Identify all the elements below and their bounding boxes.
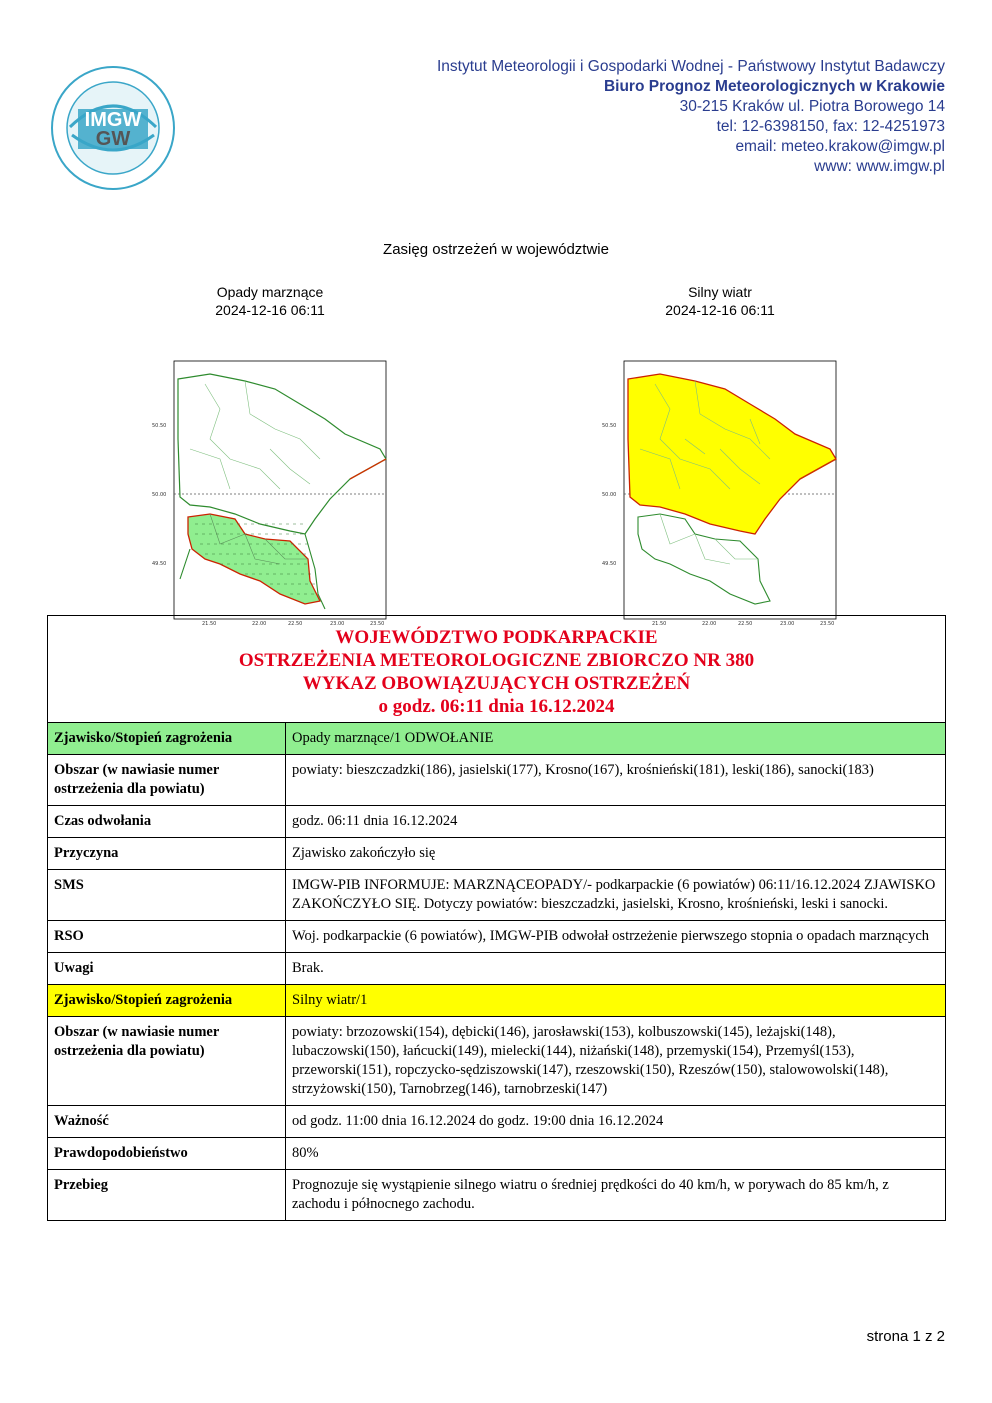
table-row — [48, 755, 946, 806]
page-number: strona 1 z 2 — [866, 1328, 945, 1345]
map-strong-wind-chart — [600, 319, 840, 627]
row-value: Brak. — [286, 953, 946, 985]
row-value: Opady marznące/1 ODWOŁANIE — [286, 723, 946, 755]
bulletin-number: OSTRZEŻENIA METEOROLOGICZNE ZBIORCZO NR 380 — [238, 650, 755, 671]
map-freezing-precip — [150, 283, 390, 627]
section-title: Zasięg ostrzeżeń w województwie — [383, 241, 609, 258]
table-row — [48, 723, 946, 755]
website: www: www.imgw.pl — [814, 158, 945, 175]
table-header — [48, 616, 946, 723]
row-label: Ważność — [48, 1106, 286, 1138]
header-info — [437, 57, 945, 177]
phone-fax: tel: 12-6398150, fax: 12-4251973 — [716, 118, 945, 135]
table-row — [48, 953, 946, 985]
table-row — [48, 838, 946, 870]
table-row — [48, 1170, 946, 1221]
table-row — [48, 870, 946, 921]
x-tick: 22.50 — [288, 621, 303, 627]
row-value: Zjawisko zakończyło się — [286, 838, 946, 870]
row-value: IMGW-PIB INFORMUJE: MARZNĄCEOPADY/- podkarpackie (6 powiatów) 06:11/16.12.2024 ZJAWISKO ZAKOŃCZYŁO SIĘ. Dotyczy powiatów: bieszczadzki, jasielski, Krosno, krośnieński, leski i sanocki. — [286, 870, 946, 921]
row-label: Obszar (w nawiasie numer ostrzeżenia dla powiatu) — [48, 755, 286, 806]
row-label: Czas odwołania — [48, 806, 286, 838]
row-value: Silny wiatr/1 — [286, 985, 946, 1017]
warnings-table — [47, 615, 946, 1221]
x-tick: 21.50 — [202, 621, 217, 627]
y-tick: 49.50 — [152, 561, 167, 567]
map-title: Silny wiatr — [688, 284, 752, 300]
y-tick: 50.50 — [152, 423, 167, 429]
table-header-row — [48, 616, 946, 723]
row-label: Obszar (w nawiasie numer ostrzeżenia dla powiatu) — [48, 1017, 286, 1106]
x-tick: 23.00 — [330, 621, 345, 627]
table-row — [48, 1106, 946, 1138]
x-tick: 23.50 — [370, 621, 385, 627]
row-label: Przebieg — [48, 1170, 286, 1221]
x-tick: 22.00 — [252, 621, 267, 627]
row-value: powiaty: bieszczadzki(186), jasielski(177), Krosno(167), krośnieński(181), leski(186), sanocki(183) — [286, 755, 946, 806]
map-datetime: 2024-12-16 06:11 — [215, 302, 325, 318]
row-value: godz. 06:11 dnia 16.12.2024 — [286, 806, 946, 838]
row-label: Zjawisko/Stopień zagrożenia — [48, 723, 286, 755]
x-tick: 21.50 — [652, 621, 667, 627]
table-row — [48, 1017, 946, 1106]
table-row — [48, 985, 946, 1017]
map-title: Opady marznące — [216, 284, 324, 300]
x-tick: 22.50 — [738, 621, 753, 627]
row-value: powiaty: brzozowski(154), dębicki(146), jarosławski(153), kolbuszowski(145), leżajski(148), lubaczowski(150), łańcucki(149), mielecki(144), niżański(148), przemyski(154), Przemyśl(153), przeworski(151), ropczycko-sędziszowski(147), rzeszowski(150), Rzeszów(150), stalowowolski(148), strzyżowski(150), Tarnobrzeg(146), tarnobrzeski(147) — [286, 1017, 946, 1106]
table-row — [48, 806, 946, 838]
region-name: WOJEWÓDZTWO PODKARPACKIE — [335, 627, 658, 648]
institute-name: Instytut Meteorologii i Gospodarki Wodnej - Państwowy Instytut Badawczy — [437, 58, 945, 75]
y-tick: 49.50 — [602, 561, 617, 567]
row-value: od godz. 11:00 dnia 16.12.2024 do godz. 19:00 dnia 16.12.2024 — [286, 1106, 946, 1138]
row-value: Woj. podkarpackie (6 powiatów), IMGW-PIB odwołał ostrzeżenie pierwszego stopnia o opadach marznących — [286, 921, 946, 953]
y-tick: 50.00 — [602, 492, 617, 498]
table-row — [48, 921, 946, 953]
row-label: RSO — [48, 921, 286, 953]
bulletin-time: o godz. 06:11 dnia 16.12.2024 — [378, 696, 615, 717]
x-tick: 22.00 — [702, 621, 717, 627]
bulletin-subtitle: WYKAZ OBOWIĄZUJĄCYCH OSTRZEŻEŃ — [302, 673, 691, 694]
address: 30-215 Kraków ul. Piotra Borowego 14 — [679, 98, 945, 115]
row-value: 80% — [286, 1138, 946, 1170]
y-tick: 50.50 — [602, 423, 617, 429]
svg-text:GW: GW — [95, 128, 131, 150]
x-tick: 23.00 — [780, 621, 795, 627]
x-tick: 23.50 — [820, 621, 835, 627]
map-datetime: 2024-12-16 06:11 — [665, 302, 775, 318]
row-value: Prognozuje się wystąpienie silnego wiatru o średniej prędkości do 40 km/h, w porywach do 85 km/h, z zachodu i północnego zachodu. — [286, 1170, 946, 1221]
imgw-logo — [50, 65, 176, 191]
table-row — [48, 1138, 946, 1170]
office-name: Biuro Prognoz Meteorologicznych w Krakowie — [603, 78, 945, 95]
row-label: Zjawisko/Stopień zagrożenia — [48, 985, 286, 1017]
row-label: Uwagi — [48, 953, 286, 985]
map-strong-wind — [600, 283, 840, 627]
row-label: Prawdopodobieństwo — [48, 1138, 286, 1170]
y-tick: 50.00 — [152, 492, 167, 498]
map-freezing-precip-chart — [150, 319, 390, 627]
row-label: SMS — [48, 870, 286, 921]
svg-text:IMGW: IMGW — [84, 109, 142, 131]
row-label: Przyczyna — [48, 838, 286, 870]
email: email: meteo.krakow@imgw.pl — [735, 138, 945, 155]
